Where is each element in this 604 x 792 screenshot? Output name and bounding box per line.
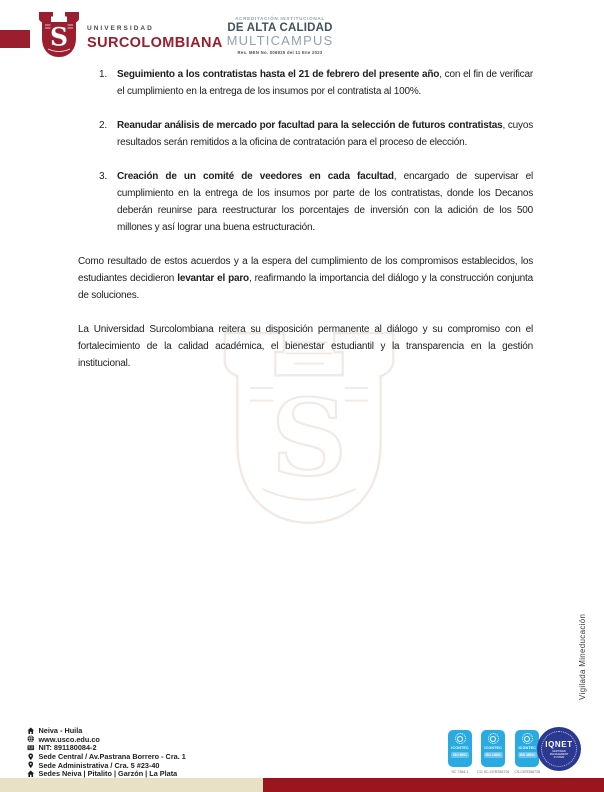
contact-text: Sede Central / Av.Pastrana Borrero - Cra. 1: [38, 751, 186, 761]
list-item-text: Creación de un comité de veedores en cada facultad, encargado de supervisar el cumplimiento en la entrega de los insumos por parte de los contratistas, donde los Decanos deberán reunirse para reestructurar los porcentajes de inversión con la adición de los 500 millones y así lograr una buena estructuración.: [117, 171, 533, 233]
icontec-badge: [481, 730, 505, 767]
list-item-text: Seguimiento a los contratistas hasta el 21 de febrero del presente año, con el fin de verificar el cumplimiento en la entrega de los insumos por el contratista al 100%.: [117, 69, 533, 97]
agreement-list: [78, 66, 533, 236]
iqnet-ring-icon: [541, 731, 577, 767]
university-label: UNIVERSIDAD: [87, 25, 154, 32]
contact-line: [27, 769, 186, 778]
list-item-number: 3.: [99, 171, 107, 182]
icontec-gear-icon: [455, 733, 466, 744]
university-name: SURCOLOMBIANA: [87, 35, 223, 51]
list-item-text: Reanudar análisis de mercado por facultad para la selección de futuros contratistas, cuyos resultados serán remitidos a la oficina de contratación para el proceso de elección.: [117, 120, 533, 148]
contact-line: [27, 726, 186, 735]
contact-line: [27, 743, 186, 752]
house-icon: [27, 770, 35, 778]
icontec-label: ICONTEC: [484, 745, 502, 750]
footer-red-bar: [263, 778, 604, 792]
pin-icon: [27, 761, 35, 769]
document-body: [78, 66, 533, 389]
pin-icon: [27, 753, 35, 761]
accreditation-line1: ACREDITACIÓN INSTITUCIONAL: [235, 16, 325, 21]
list-item: [78, 66, 533, 100]
contact-text: Sede Administrativa / Cra. 5 #23-40: [38, 760, 160, 770]
contact-text: Sedes Neiva | Pitalito | Garzón | La Plata: [38, 769, 178, 779]
paragraph: La Universidad Surcolombiana reitera su disposición permanente al diálogo y su compromiso con el fortalecimiento de la calidad académica, el bienestar estudiantil y la transparencia en la gestión institucional.: [78, 324, 533, 369]
svg-text:S: S: [49, 22, 69, 52]
contact-text: www.usco.edu.co: [38, 734, 100, 744]
accreditation-line3: MULTICAMPUS: [226, 33, 334, 48]
contact-text: NIT: 891180084-2: [38, 743, 97, 753]
iso-label: ISO 45001: [519, 753, 535, 757]
header-red-tab: [0, 30, 30, 48]
accreditation-resolution: Res. MEN No. 006825 del 11 Ene 2023: [237, 49, 323, 55]
certification-badge: [448, 730, 472, 774]
list-item-number: 2.: [99, 120, 107, 131]
paragraphs: [78, 253, 533, 372]
icontec-badge: [448, 730, 472, 767]
iso-label: ISO 14001: [485, 753, 501, 757]
certificate-code: CS-CER358726: [514, 770, 541, 774]
vigilada-mineducacion-label: Vigilada Mineducación: [578, 613, 587, 700]
icontec-badge: [515, 730, 539, 767]
footer-contact-block: [27, 726, 186, 778]
iqnet-seal: [538, 728, 580, 770]
icontec-gear-icon: [488, 733, 499, 744]
house-icon: [27, 727, 35, 735]
university-title-block: [87, 25, 223, 51]
list-item: [78, 168, 533, 236]
certification-badge: [514, 730, 540, 774]
iqnet-subtext: CERTIFIED MANAGEMENT SYSTEM: [549, 749, 569, 759]
id-card-icon: [27, 744, 35, 752]
certification-badges: [448, 730, 540, 774]
contact-line: [27, 752, 186, 761]
paragraph: Como resultado de estos acuerdos y a la espera del cumplimiento de los compromisos establecidos, los estudiantes decidieron levantar el paro, reafirmando la importancia del diálogo y la construcción conjunta de soluciones.: [78, 256, 533, 301]
certification-badge: [477, 730, 509, 774]
contact-line: [27, 735, 186, 744]
list-item: [78, 117, 533, 151]
accreditation-line2: DE ALTA CALIDAD: [227, 22, 333, 34]
contact-text: Neiva - Huila: [38, 725, 83, 735]
accreditation-block: [216, 16, 344, 55]
globe-icon: [27, 735, 35, 743]
icontec-gear-icon: [522, 733, 533, 744]
iqnet-label: IQNET: [545, 739, 573, 749]
certificate-code: CO-SC-CER358726: [477, 770, 510, 774]
contact-line: [27, 761, 186, 770]
icontec-label: ICONTEC: [451, 745, 469, 750]
icontec-label: ICONTEC: [518, 745, 537, 750]
iso-label: ISO 9001: [453, 753, 467, 757]
usco-shield-logo-icon: [38, 11, 80, 58]
certificate-code: SC 7384-1: [451, 770, 469, 774]
list-item-number: 1.: [99, 69, 107, 80]
footer-beige-bar: [0, 778, 263, 792]
svg-text:S: S: [270, 375, 348, 500]
